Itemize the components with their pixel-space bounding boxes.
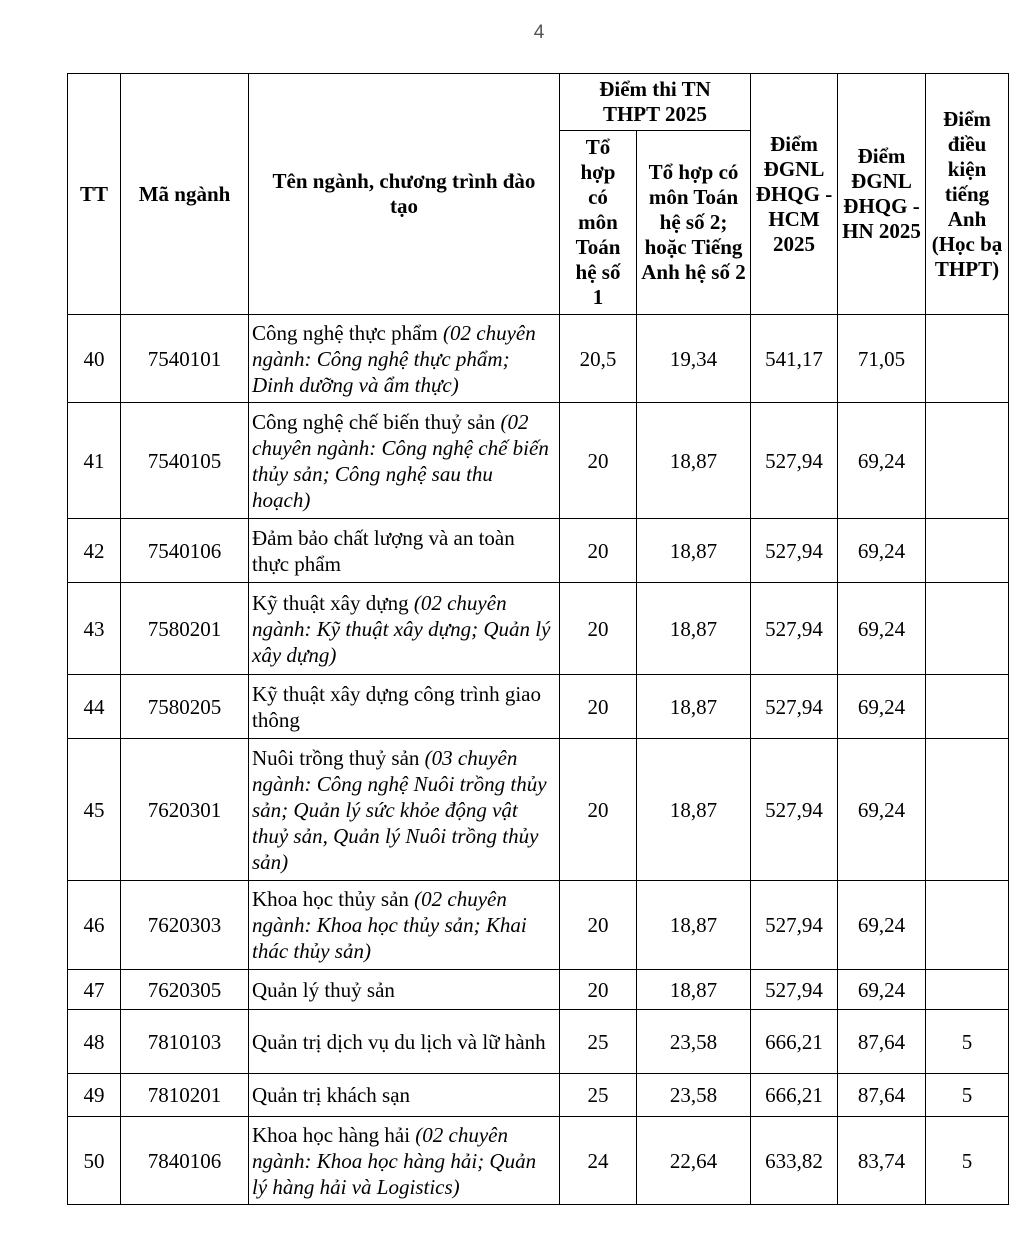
cell-tieng-anh	[926, 675, 1009, 739]
cell-to-hop-2: 18,87	[637, 739, 751, 881]
cell-dgnl-hn: 69,24	[838, 970, 926, 1010]
cell-tt: 40	[68, 315, 121, 403]
cell-dgnl-hcm: 633,82	[751, 1117, 838, 1205]
cell-ten-nganh	[249, 519, 560, 583]
program-name: Công nghệ thực phẩm	[252, 320, 438, 345]
cell-ma-nganh: 7810201	[121, 1074, 249, 1117]
cell-ten-nganh	[249, 1117, 560, 1205]
cell-ma-nganh: 7620305	[121, 970, 249, 1010]
cell-ma-nganh: 7580205	[121, 675, 249, 739]
cell-ten-nganh	[249, 1074, 560, 1117]
cell-dgnl-hn: 69,24	[838, 583, 926, 675]
cell-to-hop-1: 25	[560, 1010, 637, 1074]
cell-dgnl-hcm: 527,94	[751, 675, 838, 739]
cell-tt: 48	[68, 1010, 121, 1074]
page-number: 4	[533, 22, 545, 43]
header-diem-thi-group: Điểm thi TN THPT 2025	[560, 74, 751, 131]
cell-to-hop-2: 18,87	[637, 403, 751, 519]
cell-tieng-anh: 5	[926, 1074, 1009, 1117]
cell-ma-nganh: 7620303	[121, 881, 249, 970]
cell-to-hop-2: 19,34	[637, 315, 751, 403]
cell-tt: 45	[68, 739, 121, 881]
cell-dgnl-hcm: 527,94	[751, 403, 838, 519]
cell-ma-nganh: 7580201	[121, 583, 249, 675]
header-tt: TT	[68, 74, 121, 315]
header-to-hop-2: Tổ hợp có môn Toán hệ số 2; hoặc Tiếng Anh hệ số 2	[637, 131, 751, 315]
cell-ten-nganh	[249, 881, 560, 970]
table-row	[68, 519, 1009, 583]
table-row	[68, 403, 1009, 519]
cell-ma-nganh: 7540101	[121, 315, 249, 403]
cell-to-hop-2: 18,87	[637, 519, 751, 583]
cell-tt: 42	[68, 519, 121, 583]
table-row	[68, 970, 1009, 1010]
program-specializations: (02 chuyên ngành: Kỹ thuật xây dựng; Quản lý xây dựng)	[252, 590, 551, 667]
cell-to-hop-1: 25	[560, 1074, 637, 1117]
cell-ten-nganh	[249, 970, 560, 1010]
program-specializations: (02 chuyên ngành: Công nghệ chế biến thủy sản; Công nghệ sau thu hoạch)	[252, 409, 549, 512]
cell-ma-nganh: 7840106	[121, 1117, 249, 1205]
cell-tieng-anh: 5	[926, 1010, 1009, 1074]
program-name: Công nghệ chế biến thuỷ sản	[252, 409, 496, 434]
cell-ten-nganh	[249, 403, 560, 519]
header-ma-nganh: Mã ngành	[121, 74, 249, 315]
program-specializations: (03 chuyên ngành: Công nghệ Nuôi trồng thủy sản; Quản lý sức khỏe động vật thuỷ sản, Quản lý Nuôi trồng thủy sản)	[252, 745, 547, 874]
cell-ma-nganh: 7810103	[121, 1010, 249, 1074]
cell-to-hop-2: 23,58	[637, 1074, 751, 1117]
table-row	[68, 1117, 1009, 1205]
cell-to-hop-2: 18,87	[637, 675, 751, 739]
table-row	[68, 739, 1009, 881]
header-to-hop-1: Tổ hợp có môn Toán hệ số 1	[560, 131, 637, 315]
cell-dgnl-hn: 69,24	[838, 739, 926, 881]
cell-dgnl-hcm: 666,21	[751, 1074, 838, 1117]
header-ten-nganh: Tên ngành, chương trình đào tạo	[249, 74, 560, 315]
cell-ten-nganh	[249, 1010, 560, 1074]
table-row	[68, 1074, 1009, 1117]
table-row	[68, 315, 1009, 403]
cell-dgnl-hcm: 527,94	[751, 970, 838, 1010]
table-row	[68, 881, 1009, 970]
cell-dgnl-hcm: 527,94	[751, 519, 838, 583]
cell-dgnl-hn: 71,05	[838, 315, 926, 403]
cell-ten-nganh	[249, 583, 560, 675]
cell-to-hop-2: 18,87	[637, 881, 751, 970]
cell-dgnl-hn: 69,24	[838, 881, 926, 970]
cell-ma-nganh: 7620301	[121, 739, 249, 881]
cell-tt: 44	[68, 675, 121, 739]
cell-tt: 49	[68, 1074, 121, 1117]
program-name: Nuôi trồng thuỷ sản	[252, 745, 420, 770]
program-name: Khoa học thủy sản	[252, 887, 409, 911]
cell-dgnl-hn: 69,24	[838, 675, 926, 739]
cell-to-hop-1: 20	[560, 881, 637, 970]
cell-dgnl-hcm: 527,94	[751, 739, 838, 881]
cell-to-hop-1: 20	[560, 970, 637, 1010]
program-specializations: (02 chuyên ngành: Khoa học hàng hải; Quản lý hàng hải và Logistics)	[252, 1122, 537, 1199]
cell-to-hop-1: 20	[560, 739, 637, 881]
cell-dgnl-hcm: 541,17	[751, 315, 838, 403]
cell-to-hop-1: 20,5	[560, 315, 637, 403]
cell-tt: 43	[68, 583, 121, 675]
cell-ma-nganh: 7540105	[121, 403, 249, 519]
cell-ten-nganh	[249, 739, 560, 881]
cell-to-hop-2: 18,87	[637, 583, 751, 675]
cell-tieng-anh	[926, 739, 1009, 881]
program-name: Kỹ thuật xây dựng công trình giao thông	[252, 681, 541, 732]
cell-dgnl-hn: 87,64	[838, 1074, 926, 1117]
header-tieng-anh: Điểm điều kiện tiếng Anh (Học bạ THPT)	[926, 74, 1009, 315]
cell-to-hop-1: 20	[560, 403, 637, 519]
cell-ten-nganh	[249, 675, 560, 739]
cell-ma-nganh: 7540106	[121, 519, 249, 583]
table-row	[68, 583, 1009, 675]
cell-to-hop-2: 18,87	[637, 970, 751, 1010]
cell-ten-nganh	[249, 315, 560, 403]
table-body	[68, 315, 1009, 1205]
cell-tieng-anh	[926, 583, 1009, 675]
cell-dgnl-hn: 87,64	[838, 1010, 926, 1074]
cell-to-hop-1: 20	[560, 519, 637, 583]
program-specializations: (02 chuyên ngành: Công nghệ thực phẩm; Dinh dưỡng và ẩm thực)	[252, 320, 536, 397]
table-header	[68, 74, 1009, 315]
cell-tieng-anh: 5	[926, 1117, 1009, 1205]
cell-to-hop-1: 20	[560, 583, 637, 675]
cell-tt: 47	[68, 970, 121, 1010]
cell-dgnl-hcm: 666,21	[751, 1010, 838, 1074]
cell-to-hop-2: 23,58	[637, 1010, 751, 1074]
program-name: Quản trị khách sạn	[252, 1083, 411, 1107]
header-dgnl-hcm: Điểm ĐGNL ĐHQG -HCM 2025	[751, 74, 838, 315]
cell-tieng-anh	[926, 881, 1009, 970]
table-row	[68, 1010, 1009, 1074]
program-name: Kỹ thuật xây dựng	[252, 590, 409, 615]
admission-scores-table	[67, 73, 1009, 1205]
cell-to-hop-1: 24	[560, 1117, 637, 1205]
program-name: Quản lý thuỷ sản	[252, 977, 395, 1002]
program-specializations: (02 chuyên ngành: Khoa học thủy sản; Khai thác thủy sản)	[252, 887, 527, 963]
table-row	[68, 675, 1009, 739]
cell-tieng-anh	[926, 519, 1009, 583]
cell-to-hop-2: 22,64	[637, 1117, 751, 1205]
cell-dgnl-hn: 69,24	[838, 403, 926, 519]
cell-tt: 50	[68, 1117, 121, 1205]
cell-dgnl-hcm: 527,94	[751, 583, 838, 675]
cell-to-hop-1: 20	[560, 675, 637, 739]
cell-tt: 46	[68, 881, 121, 970]
cell-tieng-anh	[926, 403, 1009, 519]
cell-tt: 41	[68, 403, 121, 519]
program-name: Khoa học hàng hải	[252, 1122, 411, 1147]
cell-tieng-anh	[926, 315, 1009, 403]
header-dgnl-hn: Điểm ĐGNL ĐHQG -HN 2025	[838, 74, 926, 315]
cell-tieng-anh	[926, 970, 1009, 1010]
cell-dgnl-hcm: 527,94	[751, 881, 838, 970]
program-name: Đảm bảo chất lượng và an toàn thực phẩm	[252, 525, 515, 576]
cell-dgnl-hn: 69,24	[838, 519, 926, 583]
program-name: Quản trị dịch vụ du lịch và lữ hành	[252, 1029, 546, 1054]
cell-dgnl-hn: 83,74	[838, 1117, 926, 1205]
